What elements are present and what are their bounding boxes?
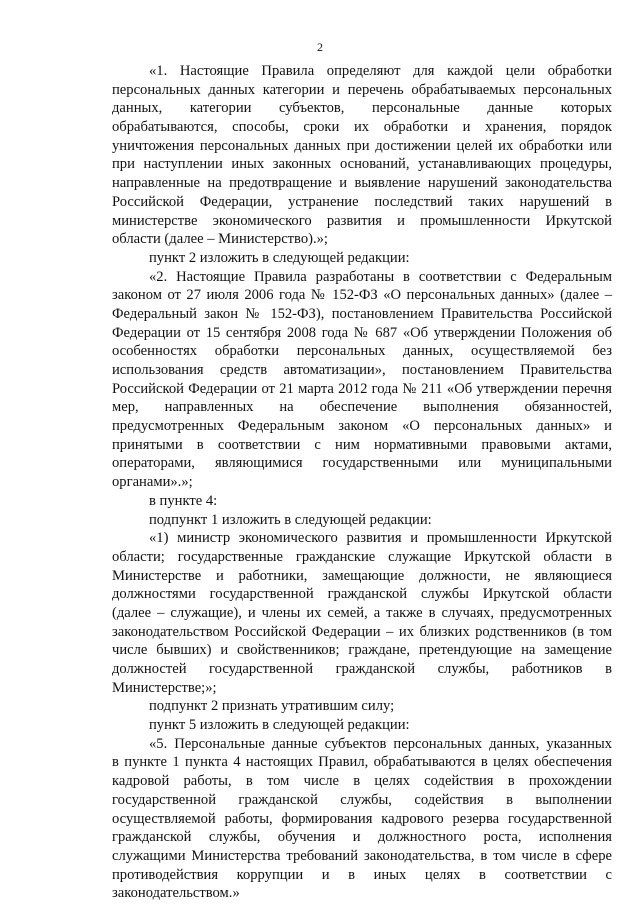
text-line: операторами, являющимися государственными или муниципальными: [112, 455, 612, 472]
document-body: [112, 62, 612, 903]
text-line: Федеральный закон № 152-ФЗ), постановлением Правительства Российской: [112, 305, 612, 322]
text-line: обрабатываются, способы, сроки их обработки и хранения, порядок: [112, 119, 612, 136]
text-line: персональных данных категории и перечень обрабатываемых персональных: [112, 81, 612, 98]
text-line: противодействия коррупции и в иных целях в соответствии с: [112, 866, 612, 883]
text-line: кадровой работы, в том числе в целях содействия в прохождении: [112, 773, 612, 790]
text-line: использования средств автоматизации», постановлением Правительства: [112, 362, 612, 378]
text-line: Министерстве;»;: [112, 679, 217, 696]
text-line: должностей государственной гражданской службы, работников в: [112, 661, 612, 677]
text-line: «1) министр экономического развития и промышленности Иркутской: [149, 530, 612, 547]
text-line: мер, направленных на обеспечение выполнения обязанностей,: [112, 399, 612, 416]
page-number: 2: [317, 40, 323, 54]
text-line: пункт 2 изложить в следующей редакции:: [149, 249, 410, 266]
text-line: законом от 27 июля 2006 года № 152-ФЗ «О персональных данных» (далее –: [112, 287, 612, 304]
text-line: предусмотренных Федеральным законом «О персональных данных» и: [112, 418, 612, 435]
text-line: осуществляемой работы, формирования кадрового резерва государственной: [112, 810, 612, 827]
text-line: данных, категории субъектов, персональные данные которых: [112, 100, 612, 117]
text-line: области; государственные гражданские служащие Иркутской области в: [112, 548, 612, 565]
text-line: гражданской службы, обучения и должностного роста, исполнения: [112, 829, 612, 846]
text-line: законодательством Российской Федерации – их близких родственников (в том: [112, 623, 612, 640]
text-line: (далее – служащие), и члены их семей, а также в случаях, предусмотренных: [112, 604, 612, 621]
text-line: министерстве экономического развития и промышленности Иркутской: [112, 212, 612, 229]
text-line: законодательством.»: [112, 885, 240, 902]
text-line: должностями государственной гражданской службы Иркутской области: [112, 586, 612, 603]
text-line: служащими Министерства требований законодательства, в том числе в сфере: [112, 847, 612, 864]
text-line: числе бывших) и свойственников; граждане, претендующие на замещение: [112, 642, 612, 659]
text-line: государственной гражданской службы, содействия в выполнении: [112, 791, 612, 808]
text-line: органами».»;: [112, 474, 193, 491]
text-line: Министерстве и работники, замещающие должности, не являющиеся: [112, 567, 612, 584]
text-line: подпункт 2 признать утратившим силу;: [149, 698, 395, 715]
text-line: «1. Настоящие Правила определяют для каждой цели обработки: [149, 63, 612, 79]
text-line: Федерации от 15 сентября 2008 года № 687 «Об утверждении Положения об: [112, 324, 612, 341]
text-line: Российской Федерации от 21 марта 2012 года № 211 «Об утверждении перечня: [112, 380, 612, 397]
text-line: области (далее – Министерство).»;: [112, 231, 328, 248]
text-line: пункт 5 изложить в следующей редакции:: [149, 717, 410, 734]
text-line: уничтожения персональных данных при достижении целей их обработки или: [112, 137, 612, 154]
text-line: особенностях обработки персональных данных, осуществляемой без: [112, 343, 612, 360]
text-line: принятыми в соответствии с ним нормативными правовыми актами,: [112, 436, 612, 453]
text-line: в пункте 4:: [149, 492, 218, 509]
text-line: «2. Настоящие Правила разработаны в соответствии с Федеральным: [149, 268, 612, 285]
text-line: при наступлении иных законных оснований, устанавливающих процедуры,: [112, 156, 612, 173]
text-line: в пункте 1 пункта 4 настоящих Правил, обрабатываются в целях обеспечения: [112, 754, 612, 771]
text-line: направленные на предотвращение и выявление нарушений законодательства: [112, 175, 612, 192]
text-line: подпункт 1 изложить в следующей редакции:: [149, 511, 432, 528]
text-line: «5. Персональные данные субъектов персональных данных, указанных: [149, 735, 612, 752]
text-line: Российской Федерации, устранение последствий таких нарушений в: [112, 193, 612, 210]
